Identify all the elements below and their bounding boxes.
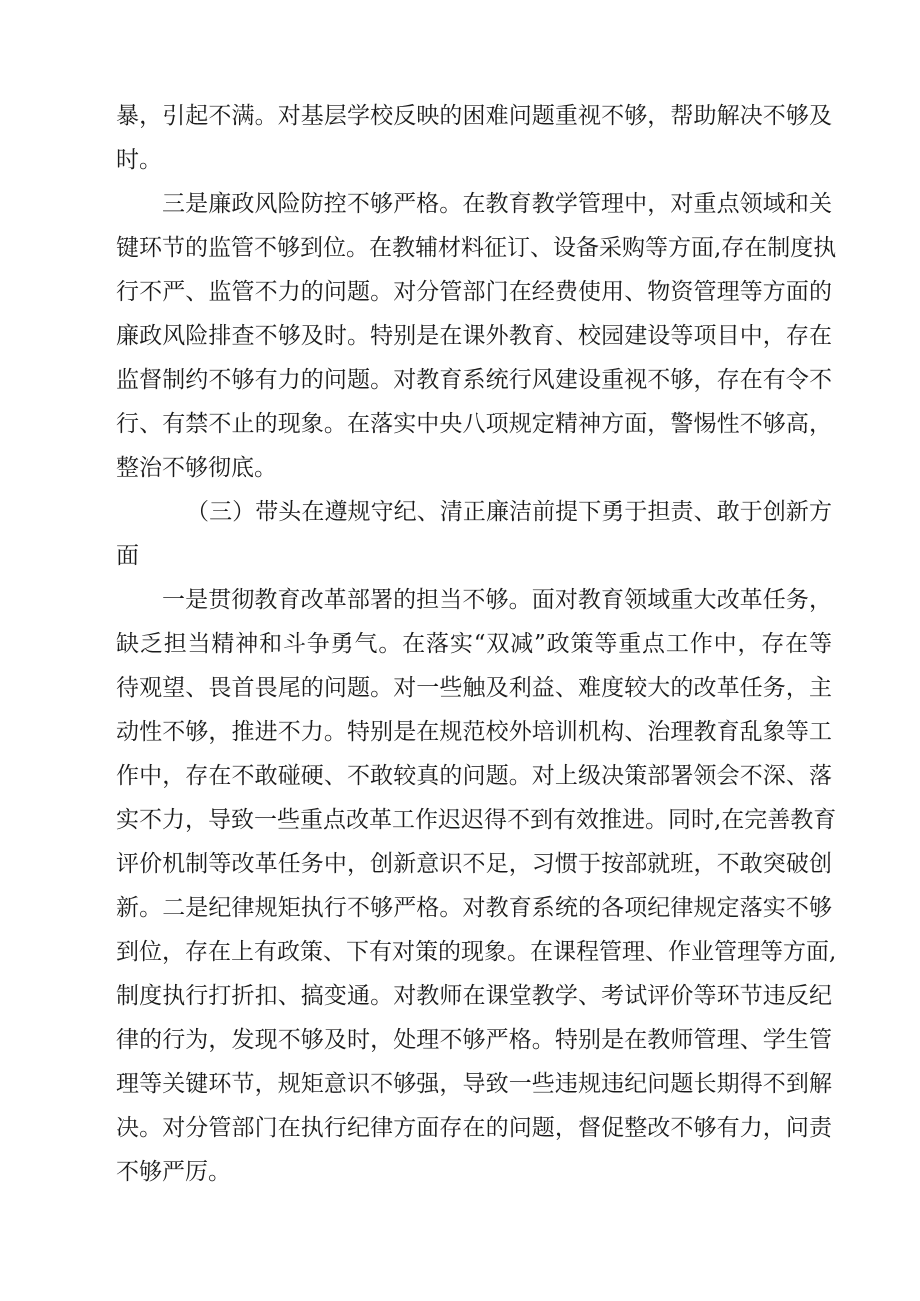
paragraph-line: 行不严、监管不力的问题。对分管部门在经费使用、物资管理等方面的 [116,279,832,305]
paragraph-line: 时。 [116,147,162,173]
paragraph-line: 动性不够，推进不力。特别是在规范校外培训机构、治理教育乱象等工 [116,719,832,745]
paragraph-line: 理等关键环节，规矩意识不够强，导致一些违规违纪问题长期得不到解 [116,1071,832,1097]
section-heading-line: 面 [116,543,139,569]
paragraph-line: 不够严厉。 [116,1159,231,1185]
paragraph-line: 新。二是纪律规矩执行不够严格。对教育系统的各项纪律规定落实不够 [116,895,832,921]
paragraph-line: 待观望、畏首畏尾的问题。对一些触及利益、难度较大的改革任务，主 [116,675,832,701]
paragraph-line: 到位，存在上有政策、下有对策的现象。在课程管理、作业管理等方面, [116,939,837,965]
paragraph-line: 制度执行打折扣、搞变通。对教师在课堂教学、考试评价等环节违反纪 [116,983,832,1009]
paragraph-line: 缺乏担当精神和斗争勇气。在落实“双减”政策等重点工作中，存在等 [116,631,832,657]
paragraph-line: 暴，引起不满。对基层学校反映的困难问题重视不够，帮助解决不够及 [116,103,832,129]
paragraph-line: 键环节的监管不够到位。在教辅材料征订、设备采购等方面,存在制度执 [116,235,837,261]
paragraph-line: 行、有禁不止的现象。在落实中央八项规定精神方面，警惕性不够高， [116,411,832,437]
paragraph-line: 作中，存在不敢碰硬、不敢较真的问题。对上级决策部署领会不深、落 [116,763,832,789]
paragraph-line: 实不力，导致一些重点改革工作迟迟得不到有效推进。同时,在完善教育 [116,807,837,833]
paragraph-line: 三是廉政风险防控不够严格。在教育教学管理中，对重点领域和关 [162,191,832,217]
paragraph-line: 一是贯彻教育改革部署的担当不够。面对教育领域重大改革任务， [162,587,832,613]
paragraph-line: 监督制约不够有力的问题。对教育系统行风建设重视不够，存在有令不 [116,367,832,393]
section-heading: （三）带头在遵规守纪、清正廉洁前提下勇于担责、敢于创新方 [186,499,832,525]
paragraph-line: 律的行为，发现不够及时，处理不够严格。特别是在教师管理、学生管 [116,1027,832,1053]
paragraph-line: 廉政风险排查不够及时。特别是在课外教育、校园建设等项目中，存在 [116,323,832,349]
paragraph-line: 整治不够彻底。 [116,455,277,481]
paragraph-line: 决。对分管部门在执行纪律方面存在的问题，督促整改不够有力，问责 [116,1115,832,1141]
paragraph-line: 评价机制等改革任务中，创新意识不足，习惯于按部就班，不敢突破创 [116,851,832,877]
